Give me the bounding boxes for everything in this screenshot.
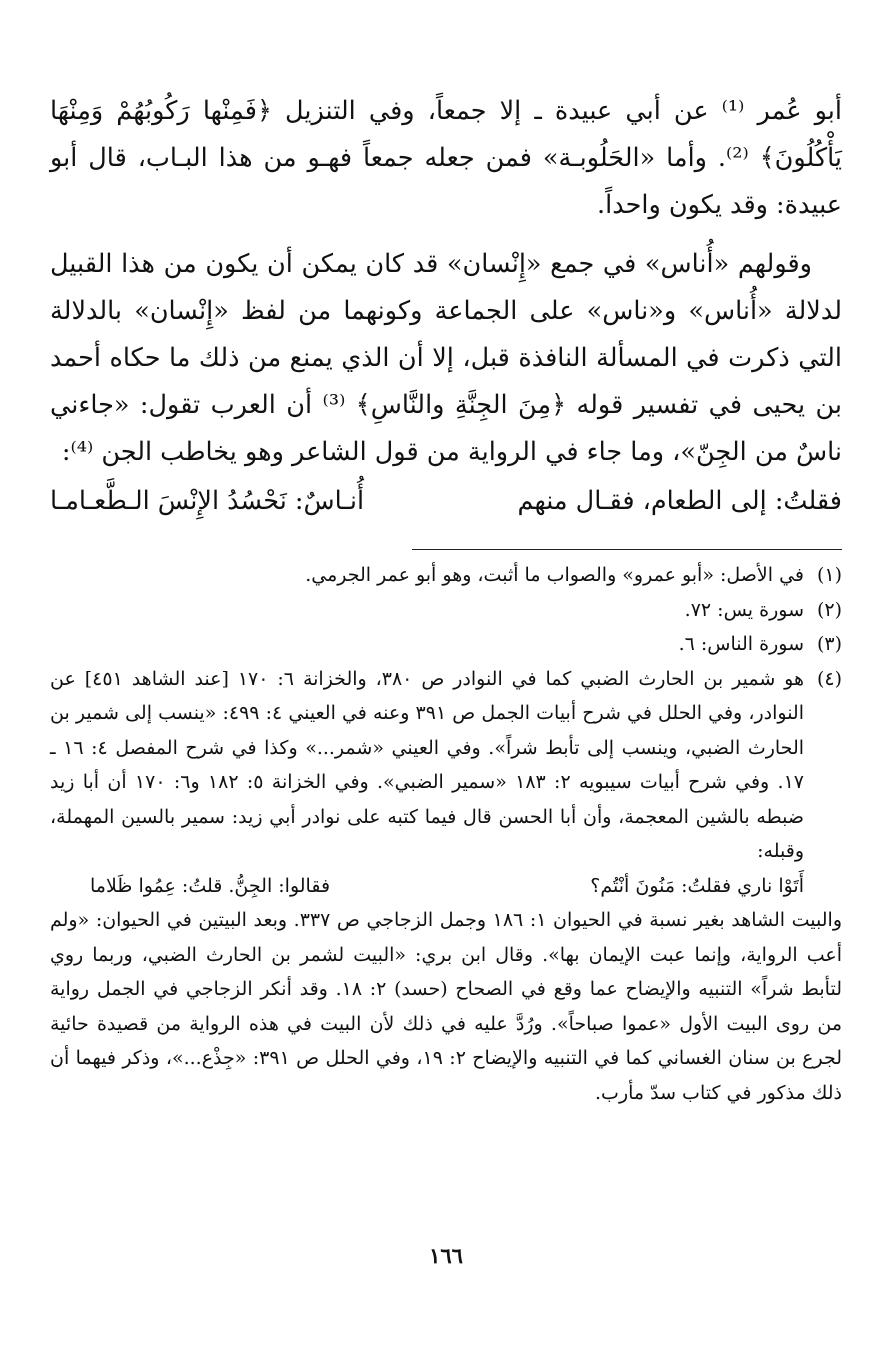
footnote-body: [50, 662, 804, 904]
paragraph-1: أبو عُمر ⁽¹⁾ عن أبي عبيدة ـ إلا جمعاً، وفي التنزيل ﴿فَمِنْها رَكُوبُهُمْ وَمِنْهَا يَأْكُلُونَ﴾ ⁽²⁾. وأما «الحَلُوبـة» فمن جعله جمعاً فهـو من هذا البـاب، قال أبو عبيدة: وقد يكون واحداً.: [50, 96, 842, 220]
footnote-number: (٣): [816, 633, 842, 655]
poem-verse: [50, 478, 842, 525]
footnote-2: [50, 593, 842, 628]
footnote-1: [50, 558, 842, 593]
footnote-verse-second: فقالوا: الجِنُّ. قلتُ: عِمُوا ظَلاما: [90, 874, 331, 897]
footnote-text: هو شمير بن الحارث الضبي كما في النوادر ص ٣٨٠، والخزانة ٦: ١٧٠ [عند الشاهد ٤٥١] عن النوادر، وفي الحلل في شرح أبيات الجمل ص ٣٩١ وعنه في العيني ٤: ٤٩٩: «ينسب إلى شمير بن الحارث الضبي، وينسب إلى تأبط شراً». وفي العيني «شمر...» وكذا في شرح المفصل ٤: ١٦ ـ ١٧. وفي شرح أبيات سيبويه ٢: ١٨٣ «سمير الضبي». وفي الخزانة ٥: ١٨٢ و٦: ١٧٠ أن أبا زيد ضبطه بالشين المعجمة، وأن أبا الحسن قال فيما كتبه على نوادر أبي زيد: سمير بالسين المهملة، وقبله:: [50, 667, 805, 862]
paragraph-2: وقولهم «أُناس» في جمع «إِنْسان» قد كان يمكن أن يكون من هذا القبيل لدلالة «أُناس» و«ناس» على الجماعة وكونهما من لفظ «إِنْسان» بالدلالة التي ذكرت في المسألة النافذة قبل، إلا أن الذي يمنع من ذلك ما حكاه أحمد بن يحيى في تفسير قوله ﴿مِنَ الجِنَّةِ والنَّاسِ﴾ ⁽³⁾ أن العرب تقول: «جاءني ناسٌ من الجِنّ»، وما جاء في الرواية من قول الشاعر وهو يخاطب الجن ⁽⁴⁾:: [50, 249, 842, 467]
footnote-separator: [412, 549, 842, 550]
verse-second-hemistich: أُنـاسٌ: نَحْسُدُ الإِنْسَ الـطَّعـامـا: [50, 486, 365, 516]
verse-first-hemistich: فقلتُ: إلى الطعام، فقـال منهم: [517, 486, 842, 516]
footnote-3: [50, 627, 842, 662]
document-page: [50, 88, 842, 1318]
footnote-text: سورة الناس: ٦.: [678, 633, 804, 655]
page-number: ١٦٦: [429, 1243, 463, 1268]
footnote-text: سورة يس: ٧٢.: [684, 598, 804, 621]
footnote-4-continuation: والبيت الشاهد بغير نسبة في الحيوان ١: ١٨٦ وجمل الزجاجي ص ٣٣٧. وبعد البيتين في الحيوان: «ولم أعب الرواية، وإنما عبت الإيمان بها». وقال ابن بري: «البيت لشمر بن الحارث الضبي، وربما روي لتأبط شراً» التنبيه والإيضاح عما وقع في الصحاح (حسد) ٢: ١٨. وقد أنكر الزجاجي في الجمل رواية من روى البيت الأول «عموا صباحاً». ورُدَّ عليه في ذلك لأن البيت في هذه الرواية من قصيدة حائية لجرع بن سنان الغساني كما في التنبيه والإيضاح ٢: ١٩، وفي الحلل ص ٣٩١: «جِذْع...»، وذكر فيهما أن ذلك مذكور في كتاب سدّ مأرب.: [50, 909, 842, 1104]
main-text: [50, 88, 842, 476]
footnote-number: (٤): [816, 667, 842, 690]
footnote-number: (٢): [816, 598, 842, 621]
footnote-text: في الأصل: «أبو عمرو» والصواب ما أثبت، وهو أبو عمر الجرمي.: [305, 564, 804, 586]
footnote-4: [50, 662, 842, 904]
footnotes: [50, 558, 842, 1110]
footnote-verse-first: أَتَوْا ناري فقلتُ: مَنُونَ أنْتُم؟: [590, 874, 804, 897]
footnote-verse: [50, 869, 804, 904]
footnote-number: (١): [816, 564, 842, 586]
